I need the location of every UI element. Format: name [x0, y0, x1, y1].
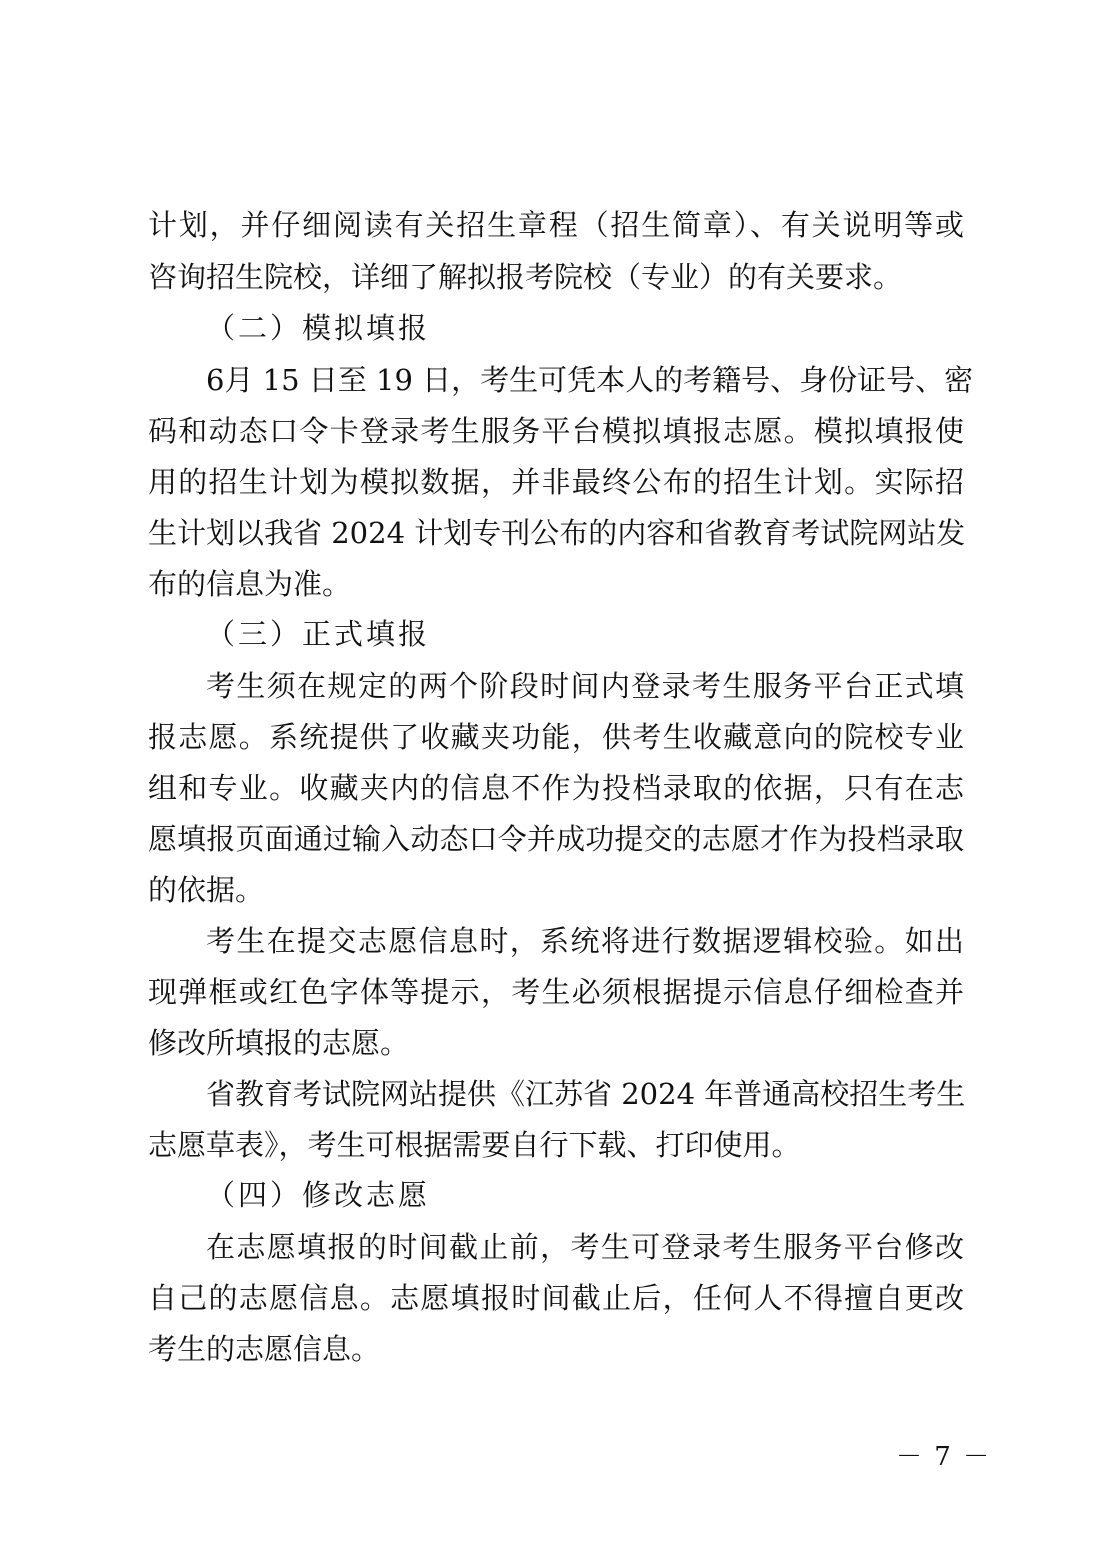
text-line: 愿填报页面通过输入动态口令并成功提交的志愿才作为投档录取 — [148, 822, 964, 856]
text-line: 在志愿填报的时间截止前，考生可登录考生服务平台修改 — [206, 1230, 964, 1264]
text-line: 6月 15 日至 19 日，考生可凭本人的考籍号、身份证号、密 — [206, 363, 974, 397]
text-line: 组和专业。收藏夹内的信息不作为投档录取的依据，只有在志 — [148, 771, 964, 805]
text-line: 咨询招生院校，详细了解拟报考院校（专业）的有关要求。 — [148, 260, 903, 294]
text-line: 布的信息为准。 — [148, 567, 352, 601]
text-line: 省教育考试院网站提供《江苏省 2024 年普通高校招生考生 — [206, 1077, 966, 1111]
text-line: 考生的志愿信息。 — [148, 1332, 381, 1366]
text-line: 计划，并仔细阅读有关招生章程（招生简章）、有关说明等或 — [148, 208, 964, 242]
text-line: 自己的志愿信息。志愿填报时间截止后，任何人不得擅自更改 — [148, 1281, 964, 1315]
text-line: 考生须在规定的两个阶段时间内登录考生服务平台正式填 — [206, 669, 964, 703]
section-heading-simulated-filling: （二）模拟填报 — [206, 311, 431, 345]
section-heading-modify-application: （四）修改志愿 — [206, 1178, 431, 1212]
text-line: 码和动态口令卡登录考生服务平台模拟填报志愿。模拟填报使 — [148, 414, 964, 448]
text-line: 报志愿。系统提供了收藏夹功能，供考生收藏意向的院校专业 — [148, 720, 964, 754]
text-line: 用的招生计划为模拟数据，并非最终公布的招生计划。实际招 — [148, 465, 964, 499]
text-line: 修改所填报的志愿。 — [148, 1026, 410, 1060]
text-line: 的依据。 — [148, 873, 265, 907]
text-line: 生计划以我省 2024 计划专刊公布的内容和省教育考试院网站发 — [148, 516, 966, 550]
text-line: 现弹框或红色字体等提示，考生必须根据提示信息仔细检查并 — [148, 975, 964, 1009]
text-line: 考生在提交志愿信息时，系统将进行数据逻辑校验。如出 — [206, 924, 964, 958]
page-number: － 7 － — [896, 1442, 992, 1472]
section-heading-formal-filling: （三）正式填报 — [206, 617, 431, 651]
text-line: 志愿草表》，考生可根据需要自行下载、打印使用。 — [148, 1128, 801, 1162]
